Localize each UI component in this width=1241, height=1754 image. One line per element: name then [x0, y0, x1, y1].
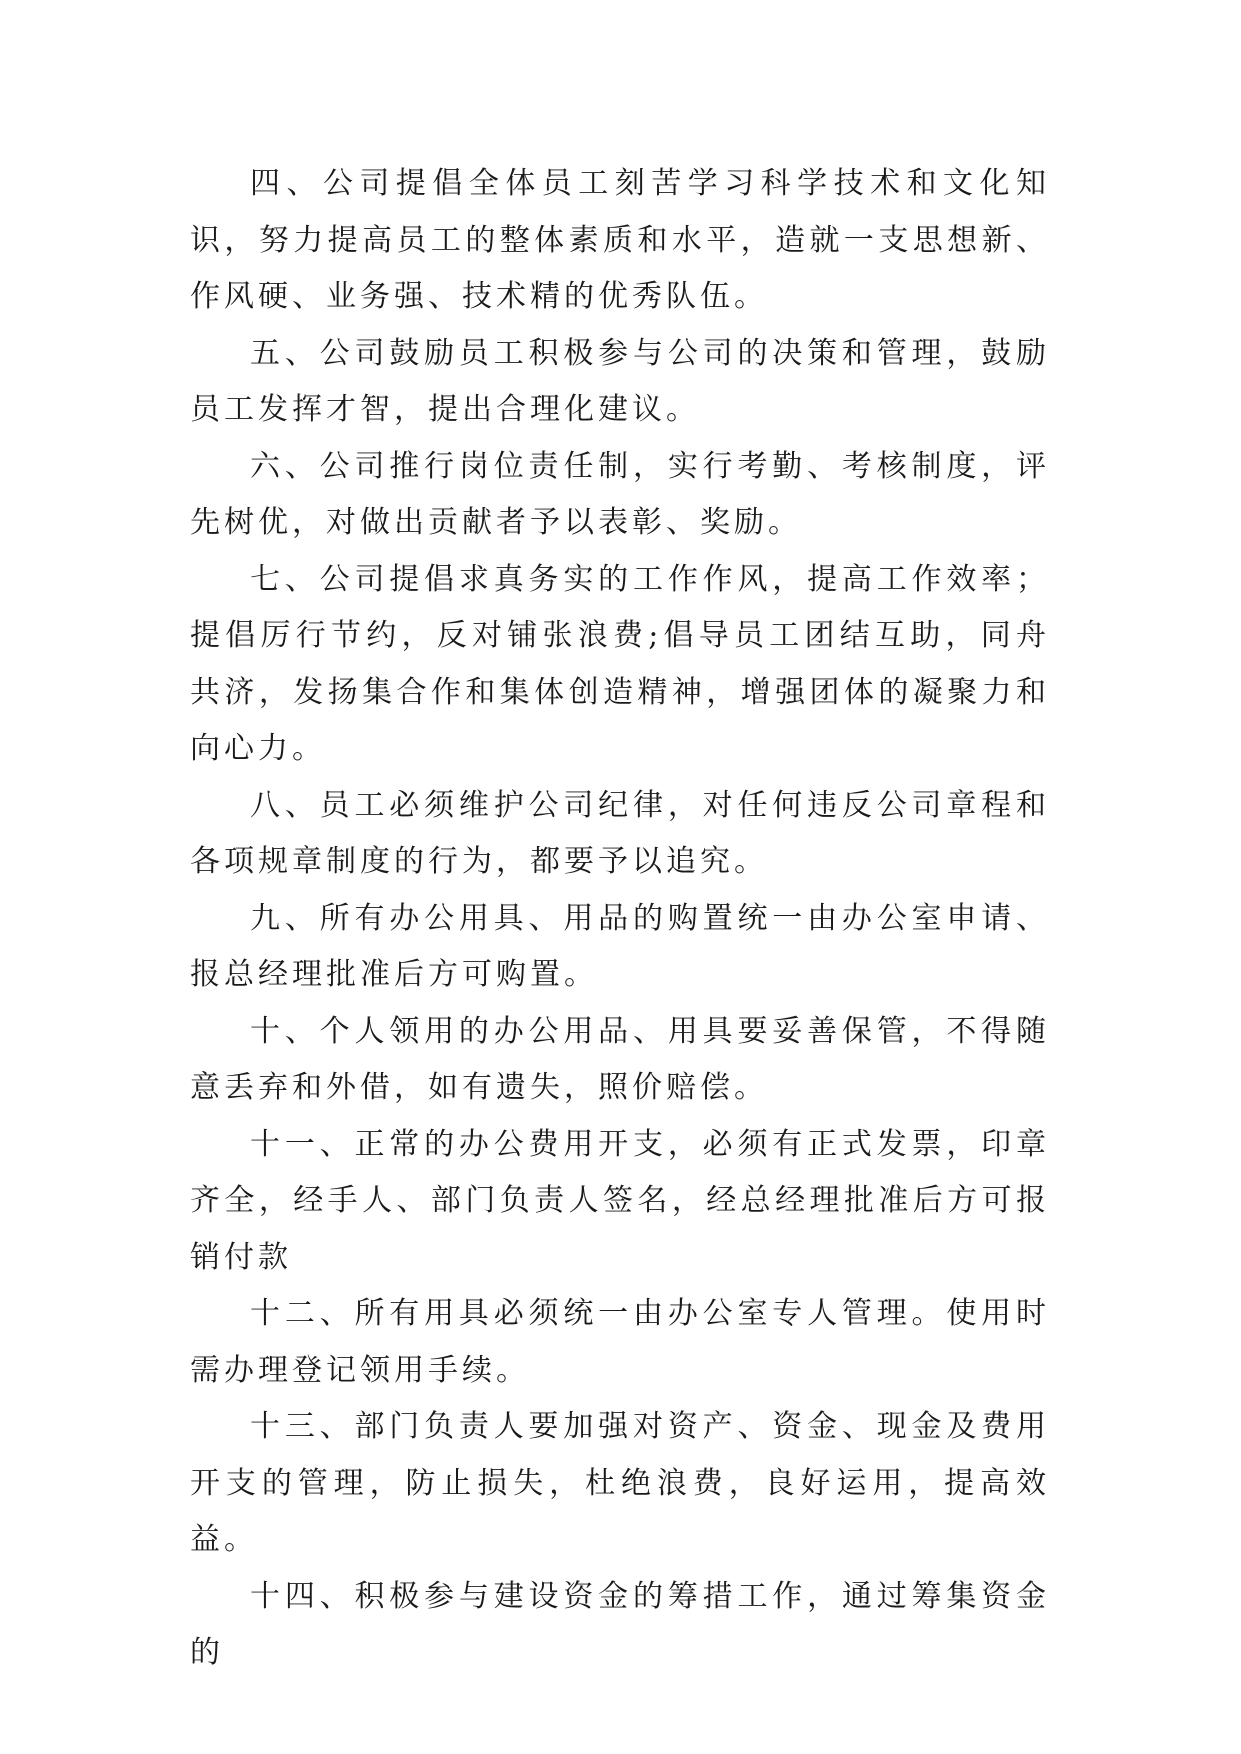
document-body	[190, 156, 1050, 1682]
paragraph-11: 十一、正常的办公费用开支，必须有正式发票，印章齐全，经手人、部门负责人签名，经总经理批准后方可报销付款	[190, 1126, 1050, 1275]
paragraph-6: 六、公司推行岗位责任制，实行考勤、考核制度，评先树优，对做出贡献者予以表彰、奖励。	[190, 448, 1050, 540]
paragraph-10: 十、个人领用的办公用品、用具要妥善保管，不得随意丢弃和外借，如有遗失，照价赔偿。	[190, 1013, 1050, 1105]
paragraph-12: 十二、所有用具必须统一由办公室专人管理。使用时需办理登记领用手续。	[190, 1296, 1050, 1388]
paragraph-13: 十三、部门负责人要加强对资产、资金、现金及费用开支的管理，防止损失，杜绝浪费，良好运用，提高效益。	[190, 1409, 1050, 1557]
paragraph-4: 四、公司提倡全体员工刻苦学习科学技术和文化知识，努力提高员工的整体素质和水平，造就一支思想新、作风硬、业务强、技术精的优秀队伍。	[190, 166, 1050, 314]
paragraph-7: 七、公司提倡求真务实的工作作风，提高工作效率；提倡厉行节约，反对铺张浪费;倡导员工团结互助，同舟共济，发扬集合作和集体创造精神，增强团体的凝聚力和向心力。	[190, 561, 1050, 766]
paragraph-14: 十四、积极参与建设资金的筹措工作，通过筹集资金的	[190, 1578, 1050, 1670]
paragraph-8: 八、员工必须维护公司纪律，对任何违反公司章程和各项规章制度的行为，都要予以追究。	[190, 787, 1050, 879]
paragraph-9: 九、所有办公用具、用品的购置统一由办公室申请、报总经理批准后方可购置。	[190, 900, 1050, 992]
paragraph-5: 五、公司鼓励员工积极参与公司的决策和管理，鼓励员工发挥才智，提出合理化建议。	[190, 335, 1050, 427]
